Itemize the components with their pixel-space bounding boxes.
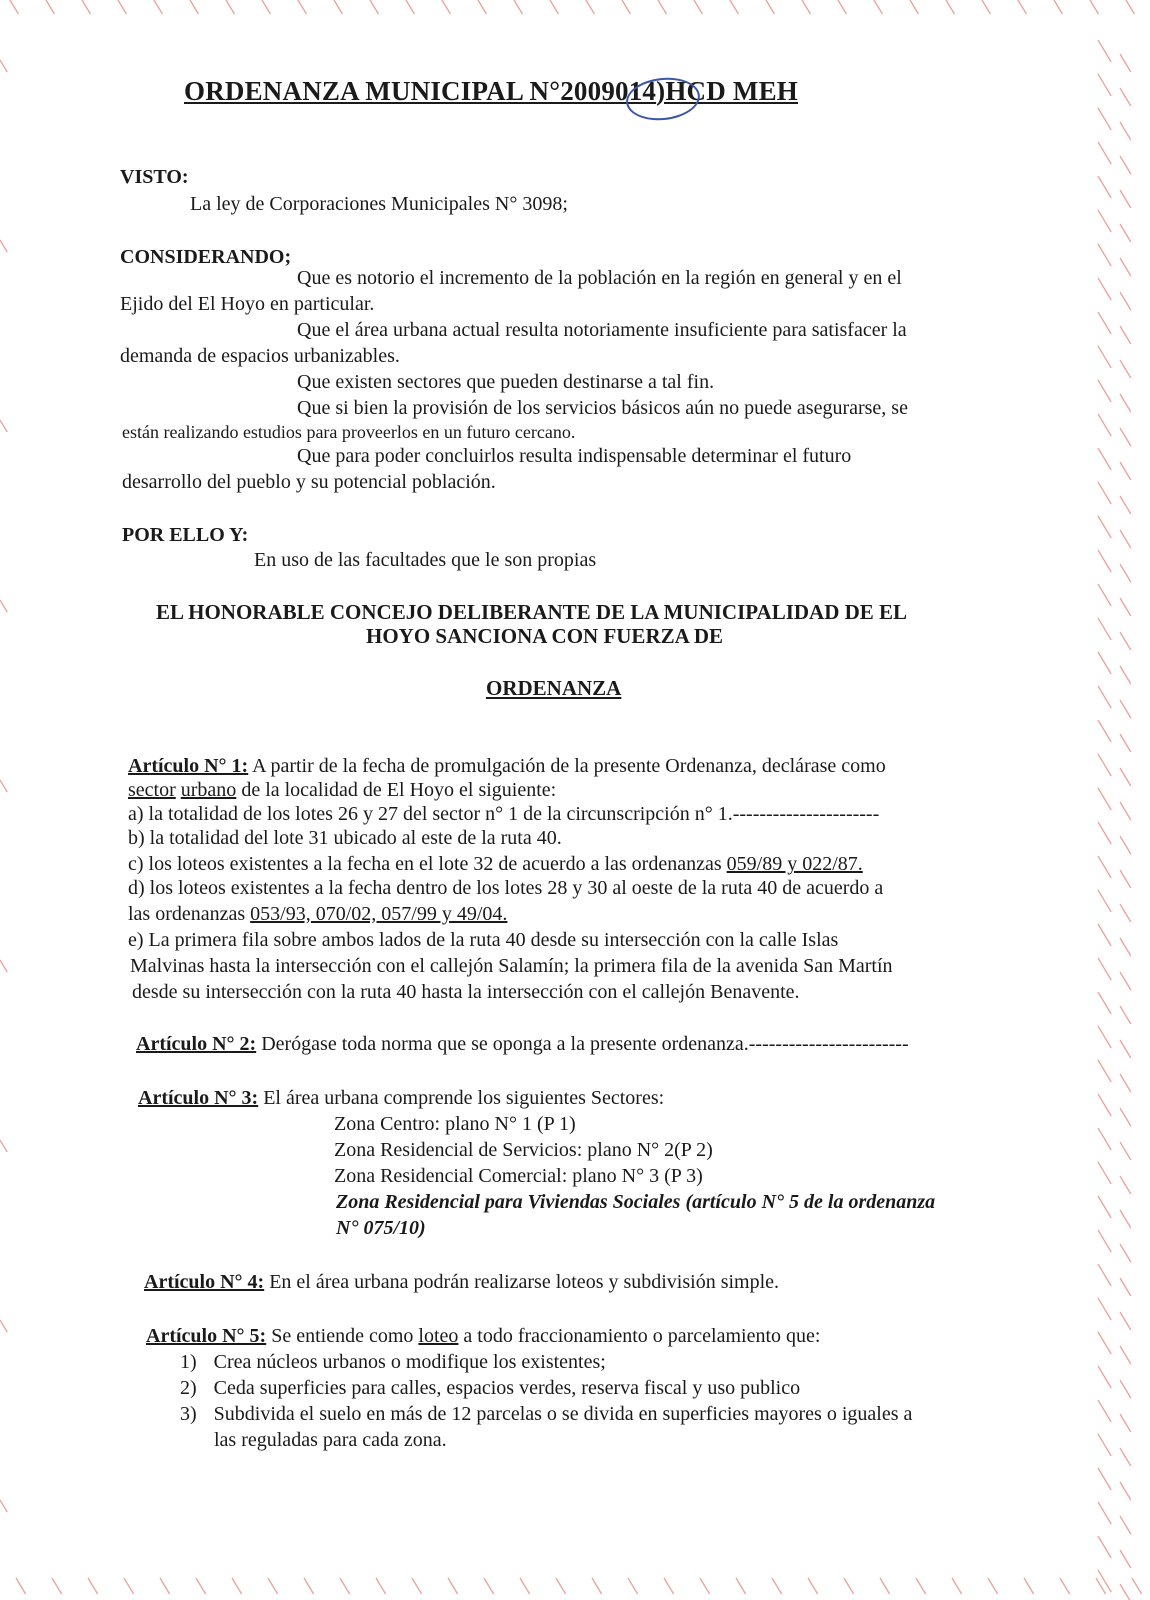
border-mark: [1120, 88, 1131, 106]
border-mark: [1120, 1346, 1131, 1364]
border-mark: [0, 1320, 7, 1332]
border-mark: [1120, 1584, 1131, 1600]
border-mark: [0, 780, 7, 792]
art3-text: El área urbana comprende los siguientes Sectores:: [263, 1087, 665, 1109]
border-mark: [1098, 1468, 1111, 1490]
border-mark: [700, 1578, 710, 1594]
border-mark: [1120, 802, 1131, 820]
border-mark: [1098, 142, 1111, 164]
title-prefix: ORDENANZA MUNICIPAL N°2009: [184, 76, 616, 106]
border-mark: [190, 0, 198, 14]
art1-line1: [128, 754, 886, 778]
border-mark: [1120, 564, 1131, 582]
border-mark: [1098, 346, 1111, 368]
title-number: 014: [615, 76, 657, 106]
border-mark: [0, 1500, 7, 1512]
art1-label: Artículo N° 1:: [128, 755, 249, 777]
border-mark: [586, 0, 594, 14]
art4-label: Artículo N° 4:: [144, 1271, 265, 1293]
border-mark: [0, 600, 7, 612]
border-mark: [88, 1578, 98, 1594]
art5-list-item: [180, 1350, 606, 1374]
considerando-heading: CONSIDERANDO;: [120, 246, 292, 268]
border-mark: [1098, 992, 1111, 1014]
border-mark: [1120, 258, 1131, 276]
art2-text: Derógase toda norma que se oponga a la presente ordenanza.------------------------: [261, 1033, 909, 1055]
border-mark: [1098, 924, 1111, 946]
border-mark: [1098, 958, 1111, 980]
border-mark: [658, 0, 666, 14]
border-mark: [520, 1578, 530, 1594]
border-mark: [46, 0, 54, 14]
border-mark: [1098, 856, 1111, 878]
border-mark: [1098, 1332, 1111, 1354]
border-mark: [1120, 156, 1131, 174]
border-mark: [766, 0, 774, 14]
art2-label: Artículo N° 2:: [136, 1033, 257, 1055]
border-mark: [118, 0, 126, 14]
border-mark: [1120, 1108, 1131, 1126]
border-mark: [406, 0, 414, 14]
border-mark: [1098, 1366, 1111, 1388]
border-mark: [160, 1578, 170, 1594]
border-mark: [1098, 1128, 1111, 1150]
considerando-line: Que para poder concluirlos resulta indispensable determinar el futuro: [297, 445, 852, 467]
sanciona-line1: EL HONORABLE CONCEJO DELIBERANTE DE LA MUNICIPALIDAD DE EL: [156, 600, 908, 624]
border-mark: [1060, 1578, 1070, 1594]
border-mark: [52, 1578, 62, 1594]
art5-item-num: 1): [180, 1351, 197, 1373]
art3-zone: Zona Residencial de Servicios: plano N° 2(P 2): [334, 1139, 713, 1161]
border-mark: [1098, 244, 1111, 266]
art1-item-c: [128, 852, 863, 876]
border-mark: [226, 0, 234, 14]
border-mark: [1098, 482, 1111, 504]
art5-loteo: loteo: [418, 1325, 459, 1347]
border-mark: [1098, 788, 1111, 810]
border-mark: [1120, 1482, 1131, 1500]
border-mark: [1132, 1578, 1142, 1594]
border-mark: [1098, 1298, 1111, 1320]
border-mark: [1120, 1176, 1131, 1194]
por-ello-heading: POR ELLO Y:: [122, 524, 249, 546]
border-mark: [0, 960, 7, 972]
art1-sector: sector: [128, 779, 176, 801]
border-mark: [1120, 1040, 1131, 1058]
border-mark: [1098, 40, 1111, 62]
border-mark: [0, 420, 7, 432]
art1-item-d2: [128, 902, 507, 926]
border-mark: [1120, 1550, 1131, 1568]
considerando-line: demanda de espacios urbanizables.: [120, 345, 400, 367]
border-mark: [1120, 122, 1131, 140]
art3-zone: Zona Centro: plano N° 1 (P 1): [334, 1113, 576, 1135]
border-mark: [1120, 972, 1131, 990]
border-mark: [1098, 618, 1111, 640]
border-mark: [730, 0, 738, 14]
border-mark: [1120, 734, 1131, 752]
border-mark: [592, 1578, 602, 1594]
border-mark: [1120, 326, 1131, 344]
art2: [136, 1032, 909, 1056]
art3-label: Artículo N° 3:: [138, 1087, 259, 1109]
visto-heading: VISTO:: [120, 166, 189, 188]
border-mark: [1098, 1196, 1111, 1218]
art1-item-e2: Malvinas hasta la intersección con el callejón Salamín; la primera fila de la avenida San Martín: [130, 955, 893, 977]
border-mark: [1120, 1414, 1131, 1432]
art1-line2: [128, 778, 556, 802]
art3-zone4-line2: N° 075/10): [336, 1217, 426, 1239]
border-mark: [1120, 462, 1131, 480]
art5-item-text: Ceda superficies para calles, espacios verdes, reserva fiscal y uso publico: [213, 1377, 801, 1399]
border-mark: [1120, 1380, 1131, 1398]
title-suffix: )HCD MEH: [656, 76, 798, 106]
border-mark: [1098, 516, 1111, 538]
border-mark: [514, 0, 522, 14]
considerando-line: Que el área urbana actual resulta notoriamente insuficiente para satisfacer la: [297, 319, 907, 341]
border-mark: [1120, 938, 1131, 956]
border-mark: [910, 0, 918, 14]
border-mark: [988, 1578, 998, 1594]
border-mark: [154, 0, 162, 14]
art1-item-e3: desde su intersección con la ruta 40 hasta la intersección con el callejón Benavente.: [132, 981, 800, 1003]
art1-line2-rest: de la localidad de El Hoyo el siguiente:: [241, 779, 557, 801]
border-mark: [262, 0, 270, 14]
border-mark: [1120, 1210, 1131, 1228]
border-mark: [1120, 1312, 1131, 1330]
document-title: [184, 76, 798, 107]
art1-c-refs: 059/89 y 022/87.: [726, 853, 863, 875]
border-mark: [124, 1578, 134, 1594]
border-mark: [1120, 428, 1131, 446]
art5-text-pre: Se entiende como: [271, 1325, 414, 1347]
border-mark: [622, 0, 630, 14]
border-mark: [484, 1578, 494, 1594]
border-mark: [1098, 1026, 1111, 1048]
art1-c-text: c) los loteos existentes a la fecha en el lote 32 de acuerdo a las ordenanzas: [128, 853, 722, 875]
border-mark: [1120, 496, 1131, 514]
sanciona-line2: HOYO SANCIONA CON FUERZA DE: [366, 624, 724, 648]
art1-text: A partir de la fecha de promulgación de la presente Ordenanza, declárase como: [252, 755, 886, 777]
considerando-line: Que es notorio el incremento de la población en la región en general y en el: [297, 267, 902, 289]
border-mark: [340, 1578, 350, 1594]
border-mark: [0, 60, 7, 72]
border-mark: [1098, 380, 1111, 402]
border-mark: [304, 1578, 314, 1594]
border-mark: [1120, 360, 1131, 378]
border-mark: [1098, 1230, 1111, 1252]
border-mark: [478, 0, 486, 14]
border-mark: [772, 1578, 782, 1594]
art5-list-item: [180, 1402, 912, 1426]
art1-item-d1: d) los loteos existentes a la fecha dentro de los lotes 28 y 30 al oeste de la ruta 40 de acuerdo a: [128, 877, 884, 899]
art1-urbano: urbano: [180, 779, 237, 801]
border-mark: [1098, 1400, 1111, 1422]
border-mark: [1120, 1142, 1131, 1160]
border-mark: [1120, 1006, 1131, 1024]
border-mark: [196, 1578, 206, 1594]
border-mark: [802, 0, 810, 14]
art5-label: Artículo N° 5:: [146, 1325, 267, 1347]
border-mark: [1090, 0, 1098, 14]
art1-item-e1: e) La primera fila sobre ambos lados de la ruta 40 desde su intersección con la calle Islas: [128, 929, 839, 951]
border-mark: [1098, 584, 1111, 606]
border-mark: [1098, 890, 1111, 912]
border-mark: [844, 1578, 854, 1594]
border-mark: [1098, 312, 1111, 334]
art3-zone4-line1: Zona Residencial para Viviendas Sociales (artículo N° 5 de la ordenanza: [336, 1191, 936, 1213]
art5-item-num: 2): [180, 1377, 197, 1399]
border-mark: [0, 1140, 7, 1152]
art1-d2-refs: 053/93, 070/02, 057/99 y 49/04.: [250, 903, 508, 925]
border-mark: [1098, 1162, 1111, 1184]
border-mark: [334, 0, 342, 14]
border-mark: [838, 0, 846, 14]
border-mark: [1098, 686, 1111, 708]
border-mark: [1024, 1578, 1034, 1594]
art5-item-text: Crea núcleos urbanos o modifique los existentes;: [213, 1351, 606, 1373]
art3-zone: Zona Residencial Comercial: plano N° 3 (P 3): [334, 1165, 703, 1187]
art4-text: En el área urbana podrán realizarse loteos y subdivisión simple.: [269, 1271, 780, 1293]
border-mark: [448, 1578, 458, 1594]
border-mark: [982, 0, 990, 14]
considerando-line: desarrollo del pueblo y su potencial población.: [122, 471, 496, 493]
border-mark: [694, 0, 702, 14]
art1-item-a: a) la totalidad de los lotes 26 y 27 del sector n° 1 de la circunscripción n° 1.----------------------: [128, 803, 880, 825]
border-mark: [1096, 1578, 1106, 1594]
border-mark: [1120, 394, 1131, 412]
border-mark: [1098, 652, 1111, 674]
border-mark: [628, 1578, 638, 1594]
border-mark: [1120, 598, 1131, 616]
border-mark: [946, 0, 954, 14]
border-mark: [1098, 1502, 1111, 1524]
border-mark: [1098, 448, 1111, 470]
border-mark: [298, 0, 306, 14]
border-mark: [268, 1578, 278, 1594]
border-mark: [232, 1578, 242, 1594]
border-mark: [556, 1578, 566, 1594]
border-mark: [82, 0, 90, 14]
border-mark: [550, 0, 558, 14]
border-mark: [1120, 836, 1131, 854]
border-mark: [1098, 1536, 1111, 1558]
art5-text-post: a todo fraccionamiento o parcelamiento que:: [463, 1325, 821, 1347]
art5-item-num: 3): [180, 1403, 197, 1425]
border-mark: [874, 0, 882, 14]
border-mark: [1098, 414, 1111, 436]
border-mark: [1120, 54, 1131, 72]
border-mark: [1018, 0, 1026, 14]
border-mark: [1120, 768, 1131, 786]
border-mark: [916, 1578, 926, 1594]
por-ello-text: En uso de las facultades que le son propias: [254, 549, 597, 571]
border-mark: [442, 0, 450, 14]
border-mark: [376, 1578, 386, 1594]
border-mark: [880, 1578, 890, 1594]
art1-item-b: b) la totalidad del lote 31 ubicado al este de la ruta 40.: [128, 827, 562, 849]
border-mark: [1098, 1434, 1111, 1456]
border-mark: [1120, 224, 1131, 242]
art5: [146, 1324, 820, 1348]
considerando-line: están realizando estudios para proveerlos en un futuro cercano.: [122, 422, 576, 442]
border-mark: [1120, 1278, 1131, 1296]
considerando-line: Que si bien la provisión de los servicios básicos aún no puede asegurarse, se: [297, 397, 908, 419]
border-mark: [808, 1578, 818, 1594]
border-mark: [1098, 108, 1111, 130]
art5-list-item: [180, 1376, 800, 1400]
border-mark: [736, 1578, 746, 1594]
border-mark: [1098, 1094, 1111, 1116]
border-mark: [1098, 74, 1111, 96]
border-mark: [1120, 530, 1131, 548]
border-mark: [1098, 278, 1111, 300]
border-mark: [16, 1578, 26, 1594]
considerando-line: Que existen sectores que pueden destinarse a tal fin.: [297, 371, 715, 393]
border-mark: [1098, 1570, 1111, 1592]
considerando-line: Ejido del El Hoyo en particular.: [120, 293, 375, 315]
border-mark: [1098, 1060, 1111, 1082]
border-mark: [1098, 822, 1111, 844]
border-mark: [1098, 720, 1111, 742]
border-mark: [1120, 870, 1131, 888]
border-mark: [1120, 1074, 1131, 1092]
border-mark: [664, 1578, 674, 1594]
border-mark: [1120, 292, 1131, 310]
border-mark: [1120, 904, 1131, 922]
border-mark: [1098, 1264, 1111, 1286]
border-mark: [1120, 700, 1131, 718]
border-mark: [952, 1578, 962, 1594]
border-mark: [1120, 666, 1131, 684]
border-mark: [1098, 210, 1111, 232]
border-mark: [1120, 632, 1131, 650]
border-mark: [1120, 190, 1131, 208]
art5-item3-continued: las reguladas para cada zona.: [214, 1429, 447, 1451]
border-mark: [412, 1578, 422, 1594]
art4: [144, 1270, 779, 1294]
art1-d2-text: las ordenanzas: [128, 903, 246, 925]
border-mark: [1098, 176, 1111, 198]
border-mark: [1054, 0, 1062, 14]
ordenanza-heading: ORDENANZA: [486, 676, 622, 700]
border-mark: [0, 240, 7, 252]
art5-item-text: Subdivida el suelo en más de 12 parcelas o se divida en superficies mayores o iguales a: [213, 1403, 913, 1425]
border-mark: [1098, 550, 1111, 572]
border-mark: [1120, 1516, 1131, 1534]
border-mark: [370, 0, 378, 14]
border-mark: [1126, 0, 1134, 14]
border-mark: [1120, 1244, 1131, 1262]
border-mark: [1120, 1448, 1131, 1466]
border-mark: [10, 0, 18, 14]
border-mark: [1098, 754, 1111, 776]
art3: [138, 1086, 664, 1110]
visto-text: La ley de Corporaciones Municipales N° 3098;: [190, 193, 568, 215]
